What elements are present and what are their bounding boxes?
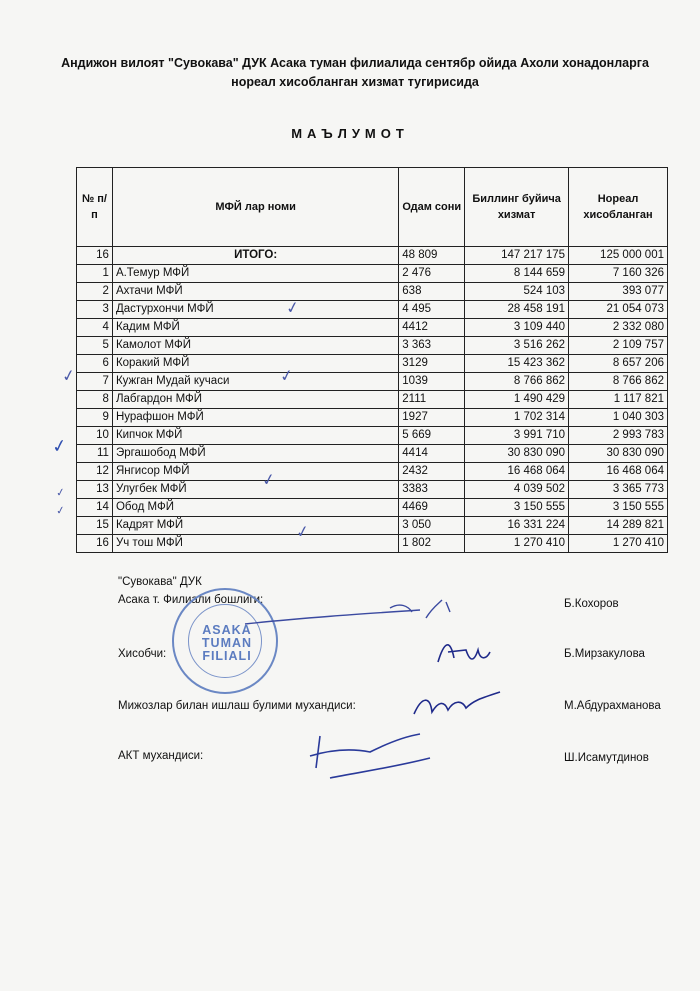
- col-header-billing: Биллинг буйича хизмат: [465, 168, 569, 247]
- signature-director: [240, 596, 480, 636]
- row-billing: 3 109 440: [465, 319, 569, 337]
- row-num: 16: [77, 535, 113, 553]
- org-name: "Сувокава" ДУК: [118, 576, 202, 588]
- row-num: 11: [77, 445, 113, 463]
- row-people: 2111: [399, 391, 465, 409]
- row-name: Кадим МФЙ: [112, 319, 398, 337]
- row-num: 12: [77, 463, 113, 481]
- row-num: 7: [77, 373, 113, 391]
- row-unreal: 14 289 821: [569, 517, 668, 535]
- signature-ict-engineer: [290, 728, 440, 788]
- check-mark-icon: ✓: [50, 434, 69, 459]
- row-name: Кадрят МФЙ: [112, 517, 398, 535]
- row-people: 1 802: [399, 535, 465, 553]
- row-num: 15: [77, 517, 113, 535]
- signatory-name-accountant: Б.Мирзакулова: [564, 648, 645, 660]
- row-people: 4412: [399, 319, 465, 337]
- row-num: 6: [77, 355, 113, 373]
- table-row: [77, 265, 668, 283]
- table-row: [77, 445, 668, 463]
- row-num: 9: [77, 409, 113, 427]
- table-row: [77, 517, 668, 535]
- row-people: 3 363: [399, 337, 465, 355]
- row-billing: 1 490 429: [465, 391, 569, 409]
- row-people: 3 050: [399, 517, 465, 535]
- row-num: 8: [77, 391, 113, 409]
- row-billing: 8 144 659: [465, 265, 569, 283]
- row-billing: 1 270 410: [465, 535, 569, 553]
- table-row: [77, 391, 668, 409]
- row-people: 638: [399, 283, 465, 301]
- check-mark-icon: ✓: [54, 503, 67, 518]
- row-num: 4: [77, 319, 113, 337]
- check-mark-icon: ✓: [260, 468, 277, 491]
- row-name: Обод МФЙ: [112, 499, 398, 517]
- check-mark-icon: ✓: [284, 296, 301, 319]
- row-people: 5 669: [399, 427, 465, 445]
- table-row: [77, 535, 668, 553]
- row-name: Лабгардон МФЙ: [112, 391, 398, 409]
- col-header-name: МФЙ лар номи: [112, 168, 398, 247]
- row-unreal: 2 332 080: [569, 319, 668, 337]
- check-mark-icon: ✓: [60, 364, 77, 387]
- col-header-unreal: Нореал хисобланган: [569, 168, 668, 247]
- row-billing: 8 766 862: [465, 373, 569, 391]
- row-billing: 3 991 710: [465, 427, 569, 445]
- row-billing: 16 468 064: [465, 463, 569, 481]
- doc-header-line-2: нореал хисобланган хизмат тугирисида: [231, 75, 479, 89]
- signatory-role-ict-engineer: АКТ мухандиси:: [118, 750, 204, 762]
- row-people: 2432: [399, 463, 465, 481]
- signature-client-engineer: [408, 686, 508, 726]
- row-unreal: 8 657 206: [569, 355, 668, 373]
- signatory-name-director: Б.Кохоров: [564, 598, 619, 610]
- row-name: Янгисор МФЙ: [112, 463, 398, 481]
- table-row: [77, 301, 668, 319]
- row-name: Кипчок МФЙ: [112, 427, 398, 445]
- table-row: [77, 463, 668, 481]
- row-billing: 28 458 191: [465, 301, 569, 319]
- row-name: Кужган Мудай кучаси: [112, 373, 398, 391]
- signatory-role-accountant: Хисобчи:: [118, 648, 167, 660]
- stamp-text: ASAKA TUMAN FILIALI: [201, 623, 253, 663]
- row-billing: 4 039 502: [465, 481, 569, 499]
- row-unreal: 393 077: [569, 283, 668, 301]
- row-unreal: 1 040 303: [569, 409, 668, 427]
- row-billing: 1 702 314: [465, 409, 569, 427]
- row-people: 2 476: [399, 265, 465, 283]
- total-people: 48 809: [399, 247, 465, 265]
- table-row: [77, 481, 668, 499]
- row-num: 5: [77, 337, 113, 355]
- table-row: [77, 427, 668, 445]
- row-billing: 3 150 555: [465, 499, 569, 517]
- table-row: [77, 283, 668, 301]
- row-unreal: 3 365 773: [569, 481, 668, 499]
- row-name: Уч тош МФЙ: [112, 535, 398, 553]
- row-unreal: 7 160 326: [569, 265, 668, 283]
- check-mark-icon: ✓: [278, 364, 295, 387]
- row-num: 10: [77, 427, 113, 445]
- table-row: [77, 499, 668, 517]
- row-people: 4 495: [399, 301, 465, 319]
- row-name: Нурафшон МФЙ: [112, 409, 398, 427]
- row-unreal: 1 117 821: [569, 391, 668, 409]
- row-people: 1039: [399, 373, 465, 391]
- row-name: Ахтачи МФЙ: [112, 283, 398, 301]
- row-num: 2: [77, 283, 113, 301]
- row-unreal: 21 054 073: [569, 301, 668, 319]
- row-unreal: 8 766 862: [569, 373, 668, 391]
- row-people: 3129: [399, 355, 465, 373]
- row-name: Дастурхончи МФЙ: [112, 301, 398, 319]
- row-people: 3383: [399, 481, 465, 499]
- row-name: Эргашобод МФЙ: [112, 445, 398, 463]
- row-people: 4414: [399, 445, 465, 463]
- row-unreal: 2 109 757: [569, 337, 668, 355]
- col-header-people: Одам сони: [399, 168, 465, 247]
- row-people: 4469: [399, 499, 465, 517]
- table-row: [77, 319, 668, 337]
- total-num: 16: [77, 247, 113, 265]
- doc-header-line-1: Андижон вилоят "Сувокава" ДУК Асака туман филиалида сентябр ойида Ахоли хонадонларга: [61, 56, 649, 70]
- table-row: [77, 409, 668, 427]
- row-num: 13: [77, 481, 113, 499]
- row-num: 1: [77, 265, 113, 283]
- row-unreal: 16 468 064: [569, 463, 668, 481]
- row-name: Камолот МФЙ: [112, 337, 398, 355]
- row-name: Улугбек МФЙ: [112, 481, 398, 499]
- row-name: Коракий МФЙ: [112, 355, 398, 373]
- col-header-num: № п/п: [77, 168, 113, 247]
- row-unreal: 3 150 555: [569, 499, 668, 517]
- table-row: [77, 355, 668, 373]
- row-num: 14: [77, 499, 113, 517]
- table-row: [77, 337, 668, 355]
- signature-accountant: [430, 632, 500, 672]
- row-billing: 30 830 090: [465, 445, 569, 463]
- row-unreal: 2 993 783: [569, 427, 668, 445]
- total-label: ИТОГО:: [112, 247, 398, 265]
- row-name: А.Темур МФЙ: [112, 265, 398, 283]
- mfy-table: [76, 167, 668, 553]
- row-billing: 524 103: [465, 283, 569, 301]
- doc-title: МАЪЛУМОТ: [291, 126, 409, 141]
- signatory-role-director: Асака т. Филиали бошлиги:: [118, 594, 264, 606]
- signatory-name-ict-engineer: Ш.Исамутдинов: [564, 752, 649, 764]
- total-row: [77, 247, 668, 265]
- signatory-role-client-engineer: Мижозлар билан ишлаш булими мухандиси:: [118, 700, 356, 712]
- row-billing: 3 516 262: [465, 337, 569, 355]
- row-people: 1927: [399, 409, 465, 427]
- row-billing: 16 331 224: [465, 517, 569, 535]
- total-billing: 147 217 175: [465, 247, 569, 265]
- row-unreal: 1 270 410: [569, 535, 668, 553]
- row-billing: 15 423 362: [465, 355, 569, 373]
- check-mark-icon: ✓: [294, 520, 311, 543]
- signatory-name-client-engineer: М.Абдурахманова: [564, 700, 661, 712]
- total-unreal: 125 000 001: [569, 247, 668, 265]
- row-num: 3: [77, 301, 113, 319]
- row-unreal: 30 830 090: [569, 445, 668, 463]
- table-header-row: [77, 168, 668, 247]
- check-mark-icon: ✓: [54, 485, 67, 500]
- table-row: [77, 373, 668, 391]
